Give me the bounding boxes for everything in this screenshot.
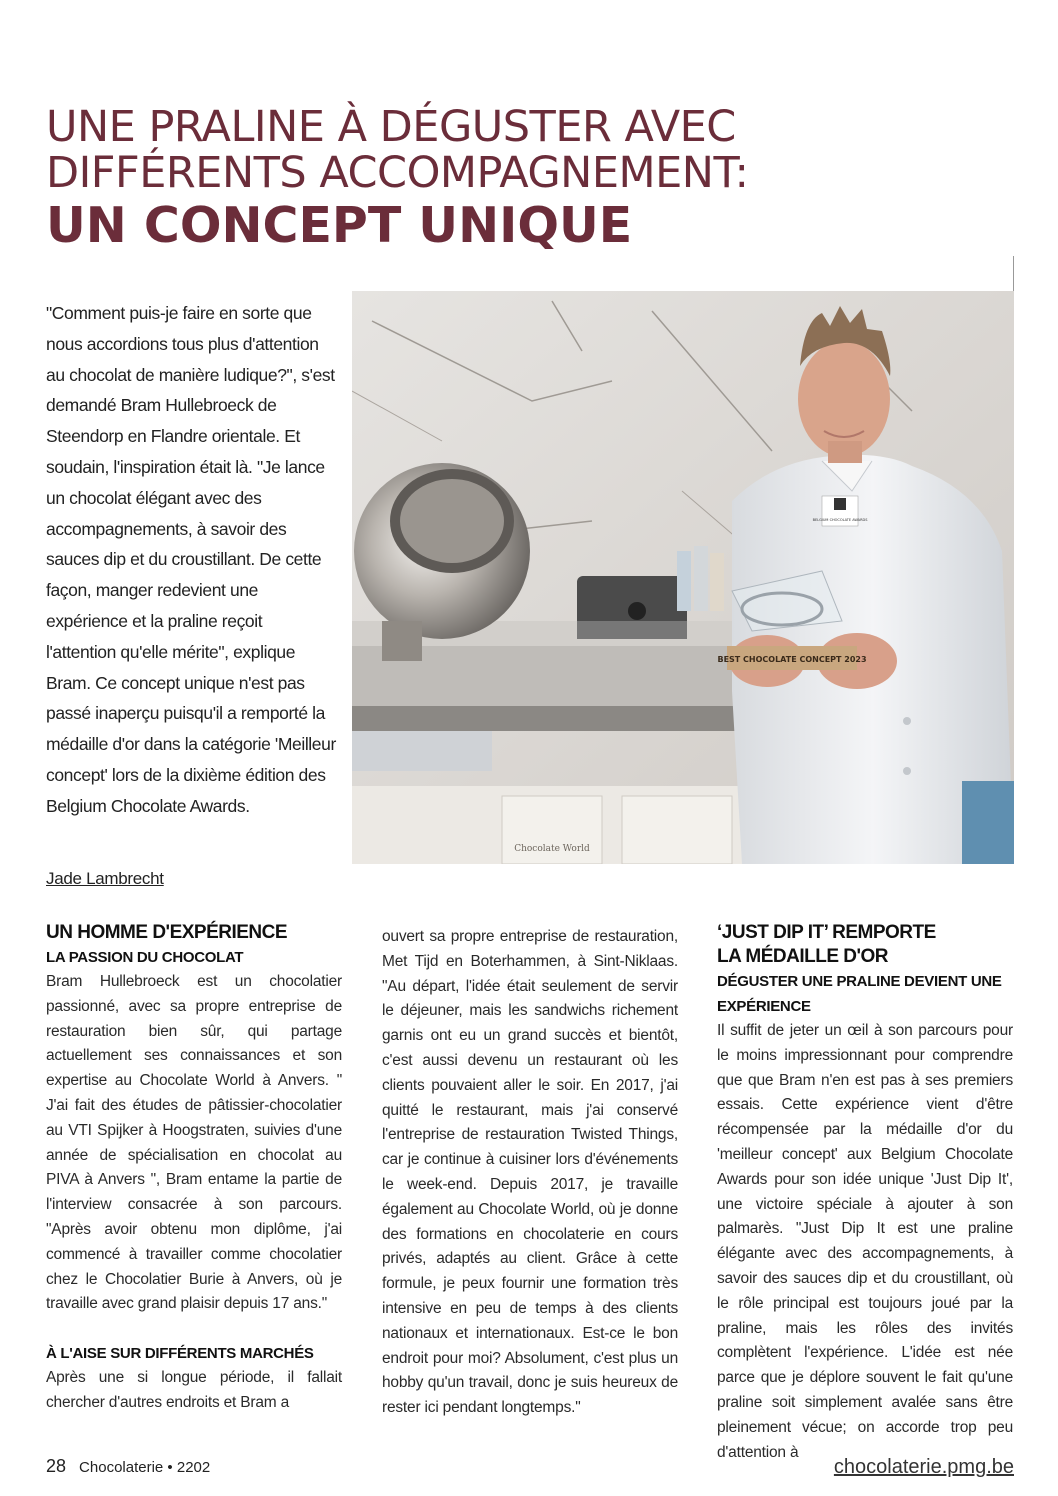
- jacket-logo: BELGIUM CHOCOLATE AWARDS: [812, 518, 868, 522]
- section-subheading-experience: DÉGUSTER UNE PRALINE DEVIENT UNE EXPÉRIENCE: [717, 973, 1002, 1015]
- column-2: [382, 925, 678, 1421]
- machine-label: Chocolate World: [514, 844, 590, 854]
- author-byline: Jade Lambrecht: [46, 869, 164, 888]
- paragraph-restaurant: ouvert sa propre entreprise de restauration, Met Tijd en Boterhammen, à Sint-Niklaas. "Au départ, l'idée était seulement de servir le déjeuner, mais les sandwichs richement garnis ont eu un grand succès et bientôt, c'est aussi devenu un restaurant où les clients pouvaient aller le soir. En 2017, j'ai quitté le restaurant, mais j'ai conservé l'entreprise de restauration Twisted Things, car je continue à cuisiner lors d'événements le week-end. Depuis 2017, je travaille également au Chocolate World, où je donne des formations en chocolaterie en cours privés, adaptés au client. Grâce à cette formule, je peux fournir une formation très intensive en peu de temps à des clients nationaux et internationaux. Est-ce le bon endroit pour moi? Absolument, c'est plus un hobby qu'un travail, donc je suis heureux de rester ici pendant longtemps.": [382, 928, 678, 1417]
- paragraph-experience: Bram Hullebroeck est un chocolatier passionné, avec sa propre entreprise de restauration bien sûr, qui partage actuellement ses connaissances et son expertise au Chocolate World à Anvers. " J'ai fait des études de pâtissier-chocolatier au VTI Spijker à Hoogstraten, suivies d'une année de spécialisation en chocolat au PIVA à Anvers ", Bram entame la partie de l'interview consacrée à son parcours. "Après avoir obtenu mon diplôme, j'ai commencé à travailler comme chocolatier chez le Chocolatier Burie à Anvers, où je travaille avec grand plaisir depuis 17 ans.": [46, 973, 342, 1313]
- title-line-1: UNE PRALINE À DÉGUSTER AVEC: [46, 102, 736, 152]
- intro-paragraph: "Comment puis-je faire en sorte que nous accordions tous plus d'attention au chocolat de manière ludique?", s'est demandé Bram Hullebroeck de Steendorp en Flandre orientale. Et soudain, l'inspiration était là. "Je lance un chocolat élégant avec des accompagnements, à savoir des sauces dip et du croustillant. De cette façon, manger redevient une expérience et la praline reçoit l'attention qu'elle mérite", explique Bram. Ce concept unique n'est pas passé inaperçu puisqu'il a remporté la médaille d'or dans la catégorie 'Meilleur concept' lors de la dixième édition des Belgium Chocolate Awards.: [46, 303, 336, 816]
- margin-rule: [1013, 256, 1014, 296]
- website-link[interactable]: chocolaterie.pmg.be: [833, 1456, 1014, 1478]
- title-line-2: DIFFÉRENTS ACCOMPAGNEMENT:: [46, 148, 749, 198]
- trophy-plaque: BEST CHOCOLATE CONCEPT 2023: [717, 655, 867, 664]
- column-1: [46, 921, 342, 1416]
- paragraph-just-dip-it: Il suffit de jeter un œil à son parcours pour le moins impressionnant pour comprendre que que Bram n'en est pas à ses premiers essais. Cette expérience vient d'être récompensée par la médaille d'or du 'meilleur concept' aux Belgium Chocolate Awards pour son idée unique 'Just Dip It', une victoire spéciale à ajouter à son palmarès. "Just Dip It est une praline élégante avec des accompagnements, à savoir des sauces dip et du croustillant, où le rôle principal est toujours joué par la praline, mais les rôles des invités complètent l'expérience. L'idée est née parce que je déplore souvent le fait qu'une praline soit simplement avalée sans être pleinement vécue; on accorde trop peu d'attention à: [717, 1022, 1013, 1461]
- title-line-3: UN CONCEPT UNIQUE: [46, 197, 633, 254]
- paragraph-markets: Après une si longue période, il fallait chercher d'autres endroits et Bram a: [46, 1369, 342, 1411]
- column-3: [717, 921, 1013, 1465]
- section-heading-experience: UN HOMME D'EXPÉRIENCE: [46, 922, 288, 943]
- page-number: 28: [46, 1456, 67, 1476]
- section-subheading-markets: À L'AISE SUR DIFFÉRENTS MARCHÉS: [46, 1345, 314, 1363]
- section-heading-just-dip-it-line-1: ‘JUST DIP IT’ REMPORTE: [717, 922, 936, 943]
- chef-photo: [352, 291, 1014, 864]
- section-heading-just-dip-it-line-2: LA MÉDAILLE D'OR: [717, 946, 889, 967]
- magazine-issue: Chocolaterie • 2202: [79, 1459, 211, 1476]
- section-subheading-passion: LA PASSION DU CHOCOLAT: [46, 949, 244, 966]
- page-footer-left: [46, 1456, 210, 1477]
- article-title: [46, 104, 1006, 256]
